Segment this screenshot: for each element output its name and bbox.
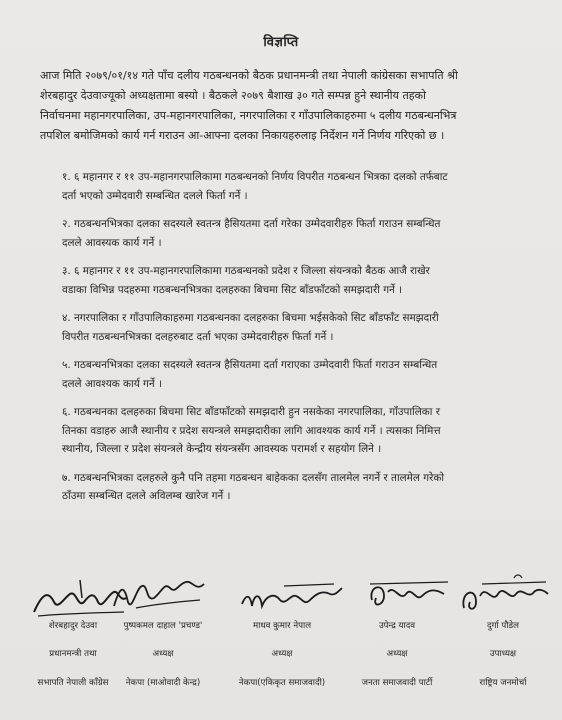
point-line: ४. नगरपालिका र गाँउपालिकाहरुमा गठबन्धनका दलहरुका बिचमा भईसकेको सिट बाँडफाँट समझदारी [62, 312, 439, 324]
signatory-role: अध्यक्ष [152, 649, 174, 659]
intro-line: तपशिल बमोजिमको कार्य गर्न गराउन आ-आफ्ना दलका निकायहरुलाइ निर्देशन गर्ने निर्णय गरिएको छ । [40, 129, 445, 142]
decision-point-6 [62, 403, 532, 459]
notice-title: विज्ञप्ति [263, 35, 299, 50]
signatory-name: दुर्गा पौडेल [487, 621, 519, 631]
signature-block [24, 572, 554, 712]
point-line: दर्ता भएको उम्मेदवारी सम्बन्धित दलले फिर्ता गर्ने । [62, 189, 248, 202]
decision-point-3 [62, 262, 532, 299]
point-line: १. ६ महानगर र ११ उप-महानगरपालिकामा गठबन्धनको निर्णय विपरीत गठबन्धन भित्रका दलको तर्फबाट [62, 171, 448, 183]
point-line: ३. ६ महानगर र ११ उप-महानगरपालिकामा गठबन्धनको प्रदेश र जिल्ला संयन्त्रको बैठक आजै राखेर [62, 265, 430, 277]
point-line: दलले आवस्यक कार्य गर्ने । [62, 236, 162, 249]
intro-line: आज मिति २०७९/०१/१४ गते पाँच दलीय गठबन्धनको बैठक प्रधानमन्त्री तथा नेपाली कांग्रेसका सभापति श्री [40, 69, 458, 82]
point-line: ठाँउमा सम्बन्धित दलले अविलम्ब खारेज गर्ने । [62, 490, 231, 502]
signatory-party: राष्ट्रिय जनमोर्चा [479, 678, 527, 688]
signatory-role: उपाध्यक्ष [489, 649, 517, 659]
signatory-role: अध्यक्ष [271, 649, 293, 659]
decision-point-2 [62, 215, 532, 252]
point-line: २. गठबन्धनभित्रका दलका सदस्यले स्वतन्त्र हैसियतमा दर्ता गरेका उम्मेदवारीहरु फिर्ता गराउन सम्बन्धित [62, 218, 441, 230]
point-line: ६. गठबन्धनका दलहरुका बिचमा सिट बाँडफाँटको समझदारी हुन नसकेका नगरपालिका, गाँउपालिका र [62, 406, 441, 418]
signatory-role: प्रधानमन्त्री तथा [49, 649, 97, 659]
signature-scribble-2 [106, 572, 216, 620]
point-line: ७. गठबन्धनभित्रका दलहरुले कुनै पनि तहमा गठबन्धन बाहेकका दलसँग तालमेल नगर्ने र तालमेल गरेको [62, 471, 445, 484]
intro-line: शेरबहादुर देउवाज्यूको अध्यक्षतामा बस्यो । बैठकले २०७९ बैशाख ३० गते सम्पन्न हुने स्थानीय तहको [40, 89, 426, 102]
decision-points [62, 168, 532, 516]
signature-scribble-3 [234, 572, 346, 620]
signatory-name: उपेन्द्र यादव [378, 621, 416, 631]
signatory-role: अध्यक्ष [386, 649, 408, 659]
intro-paragraph [40, 66, 530, 146]
point-line: तिनका वडाहरु आजै स्थानीय र प्रदेश सयन्त्रले समझदारीका लागि आवश्यक कार्य गर्ने । त्यसका निमित्त [62, 424, 441, 437]
point-line: विपरीत गठबन्धनभित्रका दलहरुबाट दर्ता भएका उम्मेदवारीहरु फिर्ता गर्ने । [62, 330, 334, 343]
signatory-party: नेकपा (माओवादी केन्द्र) [125, 678, 201, 688]
decision-point-7 [62, 469, 532, 506]
signatory-5 [448, 620, 558, 689]
signatory-name: पुष्पकमल दाहाल 'प्रचण्ड' [123, 621, 203, 631]
signatory-party: सभापति नेपाली काँग्रेस [37, 678, 109, 688]
point-line: स्थानीय, जिल्ला र प्रदेश संयन्त्रले केन्द्रीय संयन्त्रसँग आवस्यक परामर्श र सहयोग लिने । [62, 443, 382, 455]
signatory-4 [342, 620, 452, 689]
point-line: वडाका विभिन्न पदहरुमा गठबन्धनभित्रका दलहरुका बिचमा सिट बाँडफाँटको समझदारी गर्ने । [62, 283, 403, 296]
decision-point-4 [62, 309, 532, 346]
intro-line: निर्वाचनमा महानगरपालिका, उप-महानगरपालिका, नगरपालिका र गाँउपालिकाहरुमा ५ दलीय गठबन्धनभित्र [40, 109, 457, 122]
decision-point-1 [62, 168, 532, 205]
signatory-party: नेकपा(एकिकृत समाजवादी) [238, 678, 326, 688]
signatory-name: माधव कुमार नेपाल [252, 621, 312, 631]
signature-scribble-5 [454, 572, 554, 620]
decision-point-5 [62, 356, 532, 393]
signatory-name: शेरबहादुर देउवा [48, 621, 98, 631]
point-line: ५. गठबन्धनभित्रका दलका सदस्यले स्वतन्त्र हैसियतमा दर्ता गराएका उम्मेदवारी फिर्ता गराउन सम्बन्धित [62, 359, 438, 371]
signature-scribble-4 [358, 572, 454, 620]
signatory-3 [227, 620, 337, 689]
point-line: दलले आवश्यक कार्य गर्ने । [62, 377, 162, 390]
signatory-party: जनता समाजवादी पार्टी [361, 678, 433, 688]
signatory-2 [108, 620, 218, 689]
